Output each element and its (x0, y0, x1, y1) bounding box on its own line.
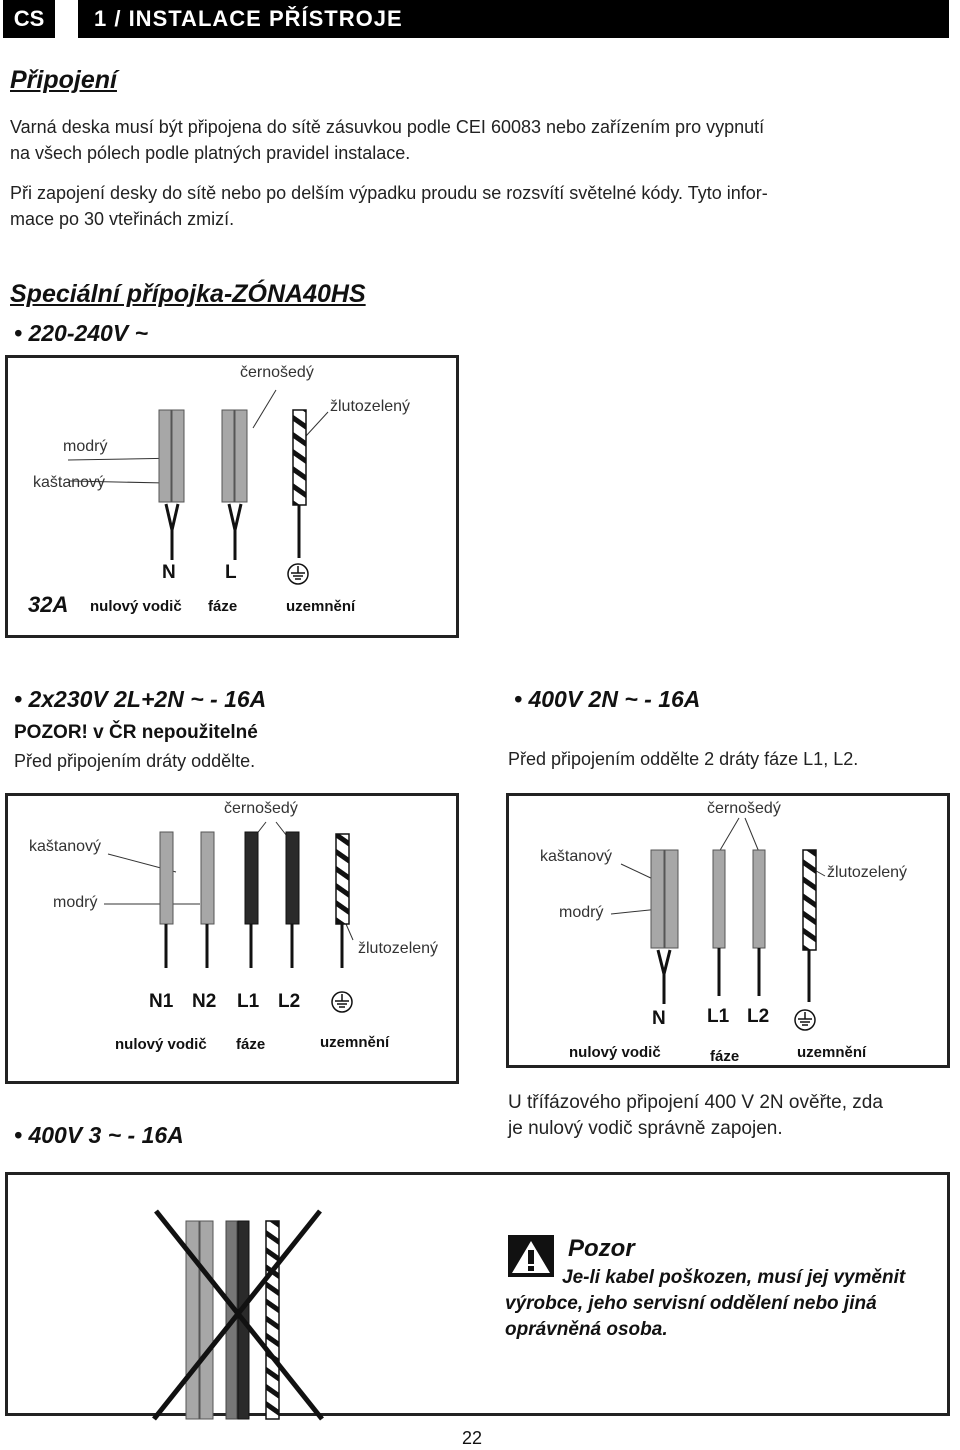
warning-triangle-icon (508, 1235, 554, 1277)
label-modry: modrý (559, 904, 604, 921)
page-number: 22 (462, 1428, 483, 1448)
neutral-check-note (508, 1090, 883, 1142)
label-nulovy-vodic: nulový vodič (569, 1044, 661, 1061)
earth-symbol-icon (795, 1010, 815, 1030)
label-cernosedy: černošedý (224, 800, 298, 817)
terminal-l: L (225, 562, 237, 583)
voltage-400v-2n: • 400V 2N ~ - 16A (514, 686, 701, 712)
label-modry: modrý (53, 894, 98, 911)
paragraph-1 (10, 114, 950, 166)
terminal-n: N (162, 562, 176, 583)
label-nulovy-vodic: nulový vodič (115, 1036, 207, 1053)
label-faze: fáze (236, 1036, 266, 1053)
label-zlutozeleny: žlutozelený (330, 398, 411, 415)
warning-line-3: oprávněná osoba. (505, 1319, 668, 1340)
paragraph-1-line-1: Varná deska musí být připojena do sítě zásuvkou podle CEI 60083 nebo zařízením pro vypnutí (10, 117, 765, 137)
label-uzemneni: uzemnění (286, 598, 356, 615)
terminal-l1: L1 (237, 991, 260, 1012)
earth-symbol-icon (288, 564, 308, 584)
diagram-400v-2n-graphics (509, 796, 953, 1071)
terminal-n1: N1 (149, 991, 174, 1012)
heading-pripojeni: Připojení (10, 66, 117, 94)
diagram-zona40hs (5, 355, 459, 638)
amperage-32a: 32A (28, 592, 69, 617)
label-kastanovy: kaštanový (29, 838, 102, 855)
warning-line-2: výrobce, jeho servisní oddělení nebo jiná (505, 1293, 877, 1314)
language-badge: CS (3, 0, 55, 38)
warning-line-1: Je-li kabel poškozen, musí jej vyměnit (562, 1267, 906, 1288)
pozor-note: POZOR! v ČR nepoužitelné (14, 722, 258, 743)
diagram-400v-2n (506, 793, 950, 1068)
terminal-l2: L2 (278, 991, 301, 1012)
label-faze: fáze (208, 598, 238, 615)
label-modry: modrý (63, 438, 108, 455)
diagram-2x230v (5, 793, 459, 1084)
label-uzemneni: uzemnění (320, 1034, 390, 1051)
terminal-l2: L2 (747, 1006, 770, 1027)
paragraph-2 (10, 180, 950, 232)
terminal-l1: L1 (707, 1006, 730, 1027)
label-zlutozeleny: žlutozelený (827, 864, 908, 881)
neutral-check-line-1: U třífázového připojení 400 V 2N ověřte, zda (508, 1092, 883, 1113)
heading-specialni-pripojka: Speciální přípojka-ZÓNA40HS (10, 280, 366, 308)
paragraph-2-line-1: Při zapojení desky do sítě nebo po delším výpadku proudu se rozsvítí světelné kódy. Tyto infor- (10, 183, 768, 203)
label-zlutozeleny: žlutozelený (358, 940, 439, 957)
label-kastanovy: kaštanový (33, 474, 106, 491)
label-cernosedy: černošedý (707, 800, 781, 817)
separate-phase-note: Před připojením oddělte 2 dráty fáze L1, L2. (508, 749, 859, 769)
warning-title: Pozor (568, 1235, 635, 1262)
voltage-400v-3: • 400V 3 ~ - 16A (14, 1122, 184, 1148)
voltage-2x230: • 2x230V 2L+2N ~ - 16A (14, 686, 267, 712)
bottom-panel (5, 1172, 950, 1416)
neutral-check-line-2: je nulový vodič správně zapojen. (508, 1118, 783, 1139)
label-cernosedy: černošedý (240, 364, 314, 381)
terminal-n2: N2 (192, 991, 217, 1012)
label-nulovy-vodic: nulový vodič (90, 598, 182, 615)
separate-wires-note: Před připojením dráty oddělte. (14, 751, 256, 771)
label-uzemneni: uzemnění (797, 1044, 867, 1061)
earth-symbol-icon (332, 992, 352, 1012)
terminal-n: N (652, 1008, 666, 1029)
paragraph-1-line-2: na všech pólech podle platných pravidel instalace. (10, 143, 411, 163)
label-kastanovy: kaštanový (540, 848, 613, 865)
paragraph-2-line-2: mace po 30 vteřinách zmizí. (10, 209, 235, 229)
page-title: 1 / INSTALACE PŘÍSTROJE (78, 0, 949, 38)
label-faze: fáze (710, 1048, 740, 1065)
voltage-220-240: • 220-240V ~ (14, 320, 149, 346)
